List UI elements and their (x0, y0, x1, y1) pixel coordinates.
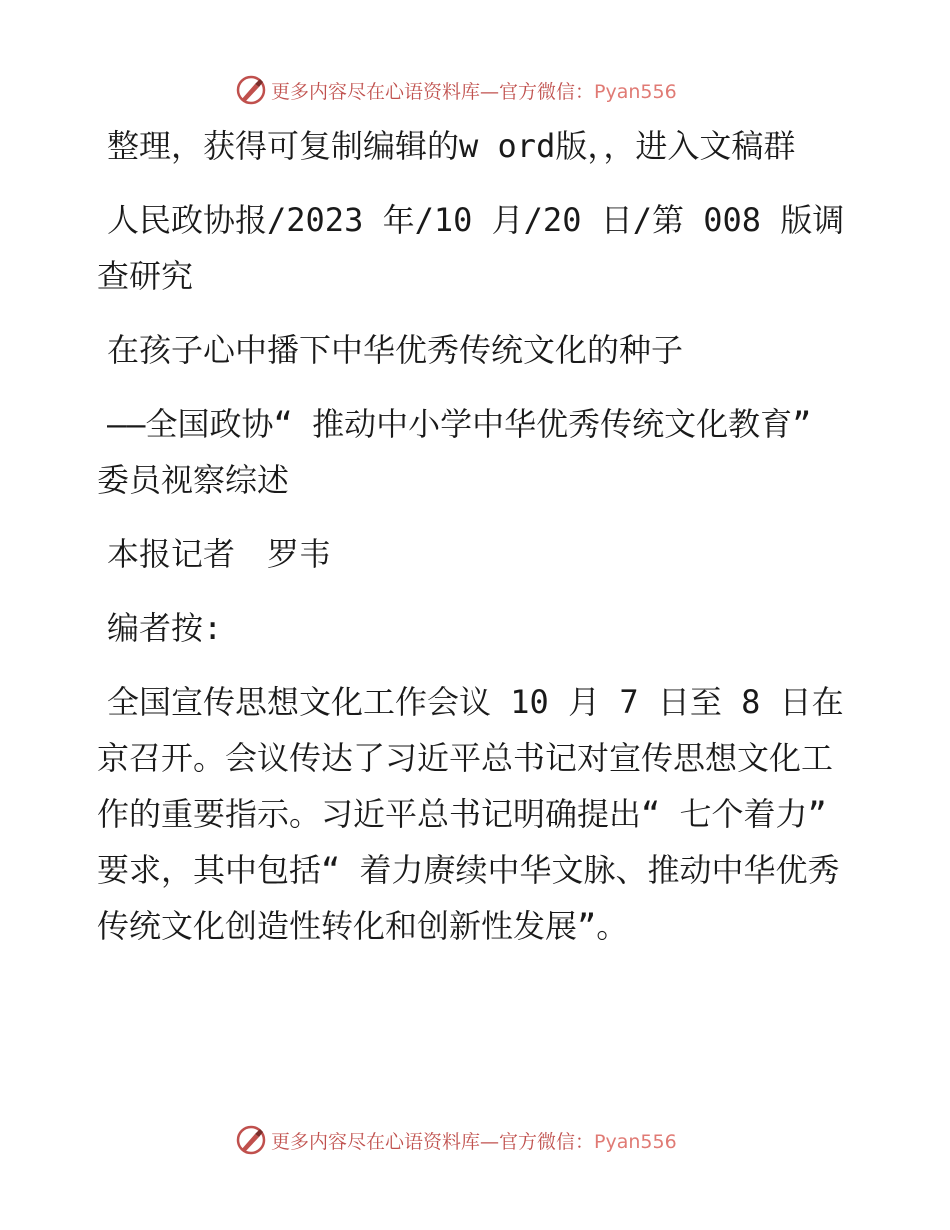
document-body (97, 118, 857, 972)
byline: 本报记者 罗韦 (107, 535, 332, 573)
paragraph-source: 人民政协报/2023 年/10 月/20 日/第 008 版调查研究 (97, 201, 845, 295)
header-watermark (235, 72, 677, 108)
pen-circle-logo-icon (235, 1124, 267, 1156)
footer-watermark (235, 1122, 677, 1158)
body-paragraph: 全国宣传思想文化工作会议 10 月 7 日至 8 日在京召开。会议传达了习近平总书记对宣传思想文化工作的重要指示。习近平总书记明确提出“ 七个着力” 要求，其中包括“ 着力赓续中华文脉、推动中华优秀传统文化创造性转化和创新性发展”。 (97, 683, 847, 945)
watermark-text: 更多内容尽在心语资料库—官方微信：Pyan556 (271, 80, 677, 103)
article-title: 在孩子心中播下中华优秀传统文化的种子 (107, 331, 684, 369)
paragraph-intro: 整理，获得可复制编辑的w ord版，，进入文稿群 (107, 127, 796, 165)
pen-circle-logo-icon (235, 74, 267, 106)
watermark-text: 更多内容尽在心语资料库—官方微信：Pyan556 (271, 1130, 677, 1153)
editor-note-label: 编者按: (107, 609, 223, 647)
article-subtitle: ——全国政协“ 推动中小学中华优秀传统文化教育” 委员视察综述 (97, 405, 831, 499)
